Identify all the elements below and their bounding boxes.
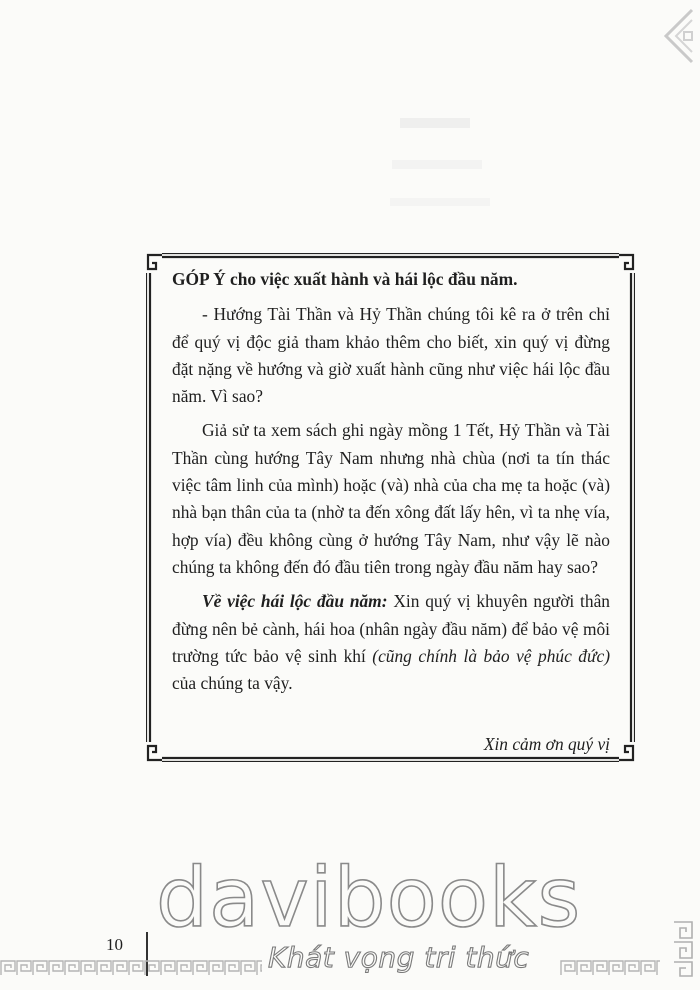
bleed-through-mark (390, 198, 490, 206)
page-number: 10 (106, 935, 123, 954)
bleed-through-mark (392, 160, 482, 169)
bleed-through-mark (400, 118, 470, 128)
paragraph-3-body: Xin quý vị khuyên người thân đừng nên bẻ cành, hái hoa (nhân ngày đầu năm) để bảo vệ môi trường tức bảo vệ sinh khí (172, 591, 610, 666)
note-title: GÓP Ý cho việc xuất hành và hái lộc đầu năm. (172, 269, 518, 289)
note-content (172, 266, 610, 759)
note-paragraph-3 (172, 588, 610, 697)
greek-key-border-icon (0, 960, 700, 976)
brand-watermark: davibooks (156, 851, 582, 946)
paragraph-3-heading: Về việc hái lộc đầu năm: (202, 591, 388, 612)
brand-tagline: Khát vọng tri thức (268, 941, 530, 974)
paragraph-3-end: của chúng ta vậy. (172, 673, 293, 694)
note-paragraph-1: - Hướng Tài Thần và Hỷ Thần chúng tôi kê ra ở trên chỉ để quý vị độc giả tham khảo thêm cho biết, xin quý vị đừng đặt nặng về hướng và giờ xuất hành cũng như việc hái lộc đầu năm. Vì sao? (172, 304, 610, 407)
paragraph-3-italic: (cũng chính là bảo vệ phúc đức) (372, 645, 610, 666)
note-paragraph-2: Giả sử ta xem sách ghi ngày mồng 1 Tết, Hỷ Thần và Tài Thần cùng hướng Tây Nam nhưng nhà chùa (nơi ta tín thác việc tâm linh của mình) hoặc (và) nhà của cha mẹ ta hoặc (và) nhà bạn thân của ta (nhờ ta đến xông đất lấy hên, vì ta nhẹ vía, hợp vía) đều không cùng ở hướng Tây Nam, như vậy lẽ nào chúng ta không đến đó đầu tiên trong ngày đầu năm hay sao? (172, 420, 610, 577)
corner-ornament-icon (662, 8, 696, 68)
greek-key-corner-icon (672, 920, 694, 978)
thanks-line: Xin cảm ơn quý vị (483, 734, 610, 755)
